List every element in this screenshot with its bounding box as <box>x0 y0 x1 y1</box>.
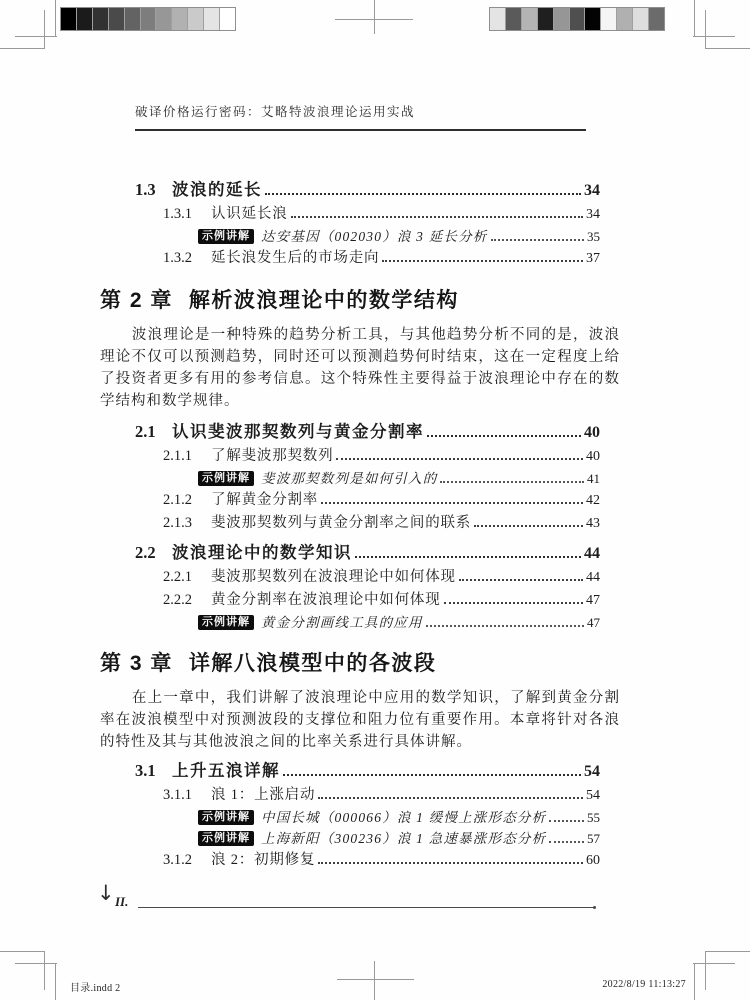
toc-entry <box>163 445 620 468</box>
example-badge: 示例讲解 <box>198 810 254 825</box>
toc-entry <box>135 539 620 566</box>
toc-entry-title: 达安基因（002030）浪 3 延长分析 <box>261 229 488 244</box>
dot-leader <box>440 481 584 483</box>
crop-mark <box>705 48 750 49</box>
toc-entry-page: 34 <box>586 207 600 222</box>
toc-entry <box>135 418 620 445</box>
toc-entry-page: 47 <box>586 593 600 608</box>
calibration-patch <box>600 8 616 30</box>
calibration-patch <box>124 8 140 30</box>
registration-cross-top <box>374 0 375 34</box>
toc-entry-page: 60 <box>586 853 600 868</box>
toc-entry-title: 浪 2：初期修复 <box>211 852 316 868</box>
crop-mark <box>694 0 695 37</box>
toc-entry-number: 3.1 <box>135 761 156 780</box>
toc-entry-page: 41 <box>587 471 600 486</box>
toc-entry <box>163 589 620 612</box>
toc-entry-title: 延长浪发生后的市场走向 <box>211 250 380 266</box>
calibration-patch <box>632 8 648 30</box>
toc-entry-title: 上升五浪详解 <box>172 762 280 780</box>
toc-entry-number: 1.3.2 <box>163 250 192 266</box>
toc-entry-page: 55 <box>587 810 600 825</box>
calibration-patch <box>584 8 600 30</box>
toc-entry-page: 40 <box>586 449 600 464</box>
dot-leader <box>549 841 584 843</box>
crop-mark <box>693 963 735 964</box>
example-badge: 示例讲解 <box>198 229 254 244</box>
crop-mark <box>705 951 706 990</box>
calibration-patch <box>203 8 219 30</box>
toc-entry-number: 3.1.2 <box>163 852 192 868</box>
dot-leader <box>382 260 583 262</box>
calibration-patch <box>505 8 521 30</box>
toc-example-entry <box>198 612 620 633</box>
dot-leader <box>318 797 583 799</box>
calibration-patch <box>61 8 76 30</box>
dot-leader <box>291 216 584 218</box>
toc-entry-page: 44 <box>586 570 600 585</box>
crop-mark <box>0 951 45 952</box>
dot-leader <box>474 525 583 527</box>
toc-entry <box>135 757 620 784</box>
dot-leader <box>459 579 583 581</box>
toc-entry-number: 2.1.3 <box>163 515 192 531</box>
calibration-patch <box>140 8 156 30</box>
crop-mark <box>55 963 56 1000</box>
toc-entry-title: 上海新阳（300236）浪 1 急速暴涨形态分析 <box>261 831 547 846</box>
dot-leader <box>265 193 581 195</box>
dot-leader <box>444 602 584 604</box>
toc-entry-page: 54 <box>586 788 600 803</box>
toc-example-entry <box>198 807 620 828</box>
toc-entry-number: 1.3 <box>135 180 156 199</box>
dot-leader <box>427 435 581 437</box>
toc-entry-page: 47 <box>587 615 600 630</box>
crop-mark <box>0 48 45 49</box>
running-head-title: 破译价格运行密码：艾略特波浪理论运用实战 <box>135 105 416 119</box>
dot-leader <box>426 625 584 627</box>
toc-entry <box>163 247 620 270</box>
toc-entry-title: 认识斐波那契数列与黄金分割率 <box>172 423 424 441</box>
toc-entry-title: 斐波那契数列是如何引入的 <box>261 471 438 486</box>
calibration-patch <box>521 8 537 30</box>
crop-mark <box>693 36 735 37</box>
toc-entry <box>163 203 620 226</box>
example-badge: 示例讲解 <box>198 615 254 630</box>
calibration-patch <box>616 8 632 30</box>
toc-entry <box>163 784 620 807</box>
toc-example-entry <box>198 226 620 247</box>
toc-entry-title: 认识延长浪 <box>211 206 288 222</box>
toc-entry-page: 43 <box>586 516 600 531</box>
dot-leader <box>336 458 583 460</box>
calibration-patch <box>76 8 92 30</box>
toc-entry-number: 2.1 <box>135 422 156 441</box>
toc-entry-page: 42 <box>586 493 600 508</box>
dot-leader <box>549 820 584 822</box>
dot-leader <box>491 239 585 241</box>
running-head-rule <box>135 129 586 131</box>
toc-entry-title: 了解斐波那契数列 <box>211 448 334 464</box>
toc-entry-page: 35 <box>587 229 600 244</box>
toc-entry-number: 3.1.1 <box>163 787 192 803</box>
toc-example-entry <box>198 468 620 489</box>
toc-entry-number: 1.3.1 <box>163 206 192 222</box>
crop-mark <box>44 951 45 990</box>
toc-entry-title: 了解黄金分割率 <box>211 492 319 508</box>
toc-entry-title: 中国长城（000066）浪 1 缓慢上涨形态分析 <box>261 810 547 825</box>
toc-entry <box>163 489 620 512</box>
registration-cross-bottom <box>374 961 375 1000</box>
crop-mark <box>705 951 750 952</box>
calibration-patch <box>553 8 569 30</box>
calibration-patch <box>155 8 171 30</box>
chapter-intro-paragraph: 在上一章中，我们讲解了波浪理论中应用的数学知识，了解到黄金分割率在波浪模型中对预测波段的支撑位和阻力位有重要作用。本章将针对各浪的特性及其与其他波浪之间的比率关系进行具体讲解。 <box>100 690 620 750</box>
calibration-patch <box>490 8 505 30</box>
crop-mark <box>44 10 45 49</box>
calibration-strip-gradient <box>60 7 236 31</box>
crop-mark <box>15 963 57 964</box>
toc-entry-title: 黄金分割率在波浪理论中如何体现 <box>211 592 441 608</box>
chapter-title: 解析波浪理论中的数学结构 <box>188 289 459 312</box>
toc-entry-page: 57 <box>587 831 600 846</box>
toc-entry-title: 波浪理论中的数学知识 <box>172 544 352 562</box>
crop-mark <box>705 10 706 49</box>
dot-leader <box>283 774 581 776</box>
dot-leader <box>318 862 583 864</box>
toc-entry-page: 44 <box>584 545 600 562</box>
slug-filename: 目录.indd 2 <box>70 983 121 994</box>
toc-example-entry <box>198 828 620 849</box>
footer-rule-dot <box>593 906 596 909</box>
calibration-patch <box>219 8 235 30</box>
slug-timestamp: 2022/8/19 11:13:27 <box>602 979 686 990</box>
toc-entry-page: 40 <box>584 424 600 441</box>
toc-entry-number: 2.2 <box>135 543 156 562</box>
toc-entry-title: 黄金分割画线工具的应用 <box>261 615 423 630</box>
toc-entry <box>163 566 620 589</box>
toc-entry-number: 2.2.1 <box>163 569 192 585</box>
calibration-patch <box>187 8 203 30</box>
chapter-heading <box>100 286 620 316</box>
toc-content <box>100 176 620 872</box>
dot-leader <box>321 502 583 504</box>
example-badge: 示例讲解 <box>198 831 254 846</box>
toc-entry-title: 斐波那契数列与黄金分割率之间的联系 <box>211 515 472 531</box>
calibration-patch <box>92 8 108 30</box>
toc-entry <box>135 176 620 203</box>
toc-entry-title: 斐波那契数列在波浪理论中如何体现 <box>211 569 456 585</box>
registration-cross-bottom <box>337 979 414 980</box>
toc-entry-number: 2.1.1 <box>163 448 192 464</box>
crop-mark <box>694 963 695 1000</box>
toc-entry-number: 2.2.2 <box>163 592 192 608</box>
footer-rule <box>138 907 594 908</box>
calibration-strip-random <box>489 7 665 31</box>
calibration-patch <box>108 8 124 30</box>
chapter-heading <box>100 649 620 679</box>
toc-entry <box>163 512 620 535</box>
calibration-patch <box>648 8 664 30</box>
chapter-title: 详解八浪模型中的各波段 <box>188 652 437 675</box>
toc-entry-page: 34 <box>584 182 600 199</box>
chapter-number: 第 2 章 <box>100 289 173 312</box>
toc-entry-title: 波浪的延长 <box>172 181 262 199</box>
calibration-patch <box>537 8 553 30</box>
toc-entry-page: 54 <box>584 763 600 780</box>
page-number: II. <box>115 894 129 909</box>
chapter-number: 第 3 章 <box>100 652 173 675</box>
crop-mark <box>55 0 56 37</box>
dot-leader <box>355 556 581 558</box>
calibration-patch <box>569 8 585 30</box>
chapter-intro-paragraph: 波浪理论是一种特殊的趋势分析工具，与其他趋势分析不同的是，波浪理论不仅可以预测趋势，同时还可以预测趋势何时结束，这在一定程度上给了投资者更多有用的参考信息。这个特殊性主要得益于波浪理论中存在的数学结构和数学规律。 <box>100 327 620 409</box>
crop-mark <box>15 36 57 37</box>
example-badge: 示例讲解 <box>198 471 254 486</box>
toc-entry-page: 37 <box>586 251 600 266</box>
toc-entry-number: 2.1.2 <box>163 492 192 508</box>
down-arrow-icon: ↓ <box>97 881 115 905</box>
calibration-patch <box>171 8 187 30</box>
toc-entry <box>163 849 620 872</box>
toc-entry-title: 浪 1：上涨启动 <box>211 787 316 803</box>
